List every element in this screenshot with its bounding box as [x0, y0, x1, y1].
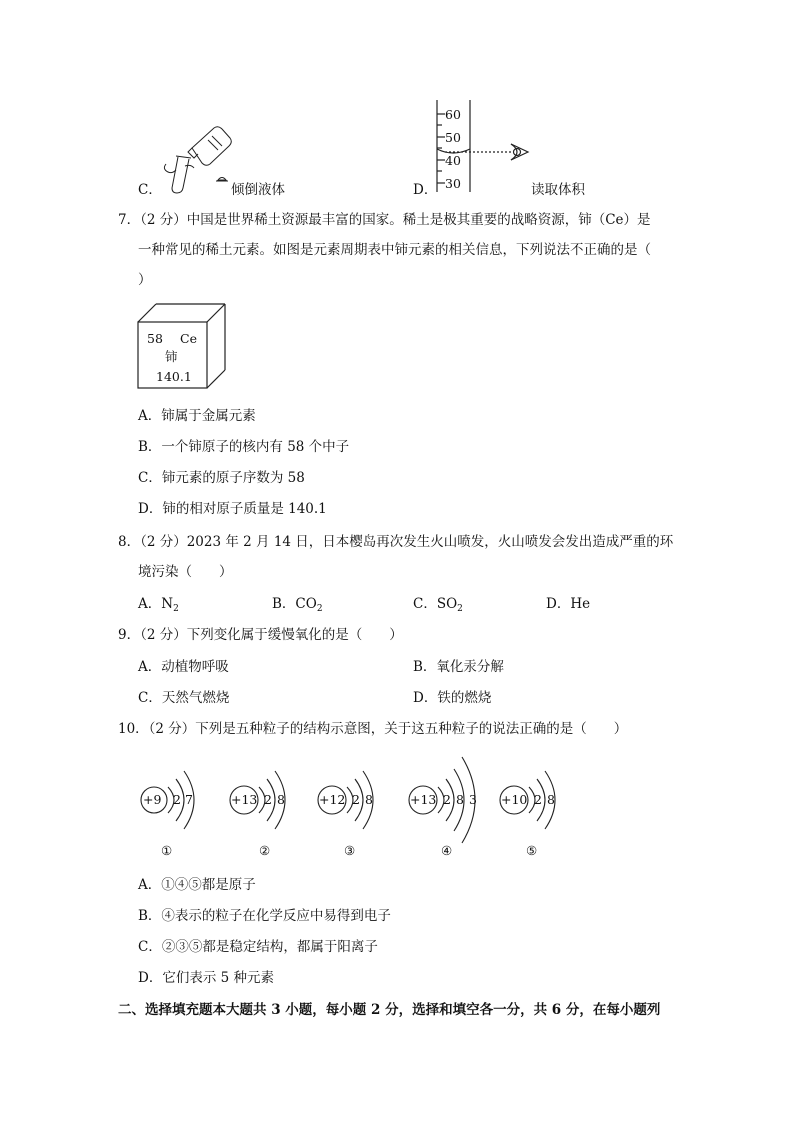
- option-d-letter: D．: [413, 182, 438, 198]
- q8-stem-line-1: 8．（2 分）2023 年 2 月 14 日，日本樱岛再次发生火山喷发，火山喷发会发出造成严重的环: [118, 534, 674, 550]
- q8-option-c-subscript: 2: [457, 604, 463, 614]
- q8-option-a-text: A．N: [138, 596, 174, 612]
- particle-1-shell-2: 7: [185, 792, 193, 807]
- q10-option-d[interactable]: D．它们表示 5 种元素: [138, 970, 274, 986]
- element-name: 铈: [165, 349, 178, 364]
- q7-option-d[interactable]: D．铈的相对原子质量是 140.1: [138, 501, 327, 517]
- q7-option-a[interactable]: A．铈属于金属元素: [138, 408, 256, 424]
- q10-option-c[interactable]: C．②③⑤都是稳定结构，都属于阳离子: [138, 939, 378, 955]
- particle-5-nucleus: +10: [501, 792, 528, 807]
- particle-4-shell-2: 8: [456, 792, 464, 807]
- particle-4-nucleus: +13: [410, 792, 437, 807]
- q7-option-b[interactable]: B．一个铈原子的核内有 58 个中子: [138, 439, 350, 455]
- particle-3-shell-1: 2: [352, 792, 360, 807]
- particle-4-shell-3: 3: [469, 792, 477, 807]
- particle-4-shell-1: 2: [443, 792, 451, 807]
- q8-option-d[interactable]: D．He: [546, 596, 591, 612]
- q10-stem: 10．（2 分）下列是五种粒子的结构示意图，关于这五种粒子的说法正确的是（ ）: [118, 721, 628, 737]
- q9-option-a[interactable]: A．动植物呼吸: [138, 659, 229, 675]
- cylinder-tick-40: 40: [445, 153, 461, 168]
- particle-5-shell-2: 8: [547, 792, 555, 807]
- q10-option-a[interactable]: A．①④⑤都是原子: [138, 877, 256, 893]
- particle-2-shell-2: 8: [277, 792, 285, 807]
- particle-2-label: ②: [259, 843, 271, 858]
- q9-option-c[interactable]: C．天然气燃烧: [138, 690, 230, 706]
- cylinder-tick-60: 60: [445, 107, 461, 122]
- particle-5-label: ⑤: [526, 843, 538, 858]
- q7-stem-line-3: ）: [138, 272, 152, 288]
- particle-1-nucleus: +9: [143, 792, 162, 807]
- q8-stem-line-2: 境污染（ ）: [138, 564, 233, 580]
- particle-3-nucleus: +12: [319, 792, 346, 807]
- section-2-heading: 二、选择填充题本大题共 3 小题，每小题 2 分，选择和填空各一分，共 6 分，在每小题列: [118, 1002, 661, 1018]
- cylinder-tick-30: 30: [445, 176, 461, 191]
- particle-2-nucleus: +13: [231, 792, 258, 807]
- q8-option-c[interactable]: [413, 592, 463, 614]
- particle-3-shell-2: 8: [365, 792, 373, 807]
- cylinder-tick-50: 50: [445, 130, 461, 145]
- particle-1-label: ①: [161, 843, 173, 858]
- element-atomic-number: 58: [147, 331, 163, 346]
- particle-2-shell-1: 2: [264, 792, 272, 807]
- q10-option-b[interactable]: B．④表示的粒子在化学反应中易得到电子: [138, 908, 391, 924]
- q8-option-b-text: B．CO: [272, 596, 317, 612]
- q8-option-b-subscript: 2: [316, 604, 323, 614]
- element-symbol: Ce: [180, 331, 197, 346]
- q9-option-d[interactable]: D．铁的燃烧: [413, 690, 492, 706]
- particle-4-label: ④: [441, 843, 453, 858]
- q8-option-b[interactable]: [272, 592, 323, 614]
- pouring-liquid-figure: [158, 122, 236, 194]
- option-c-caption: 倾倒液体: [231, 182, 285, 198]
- q7-stem-line-2: 一种常见的稀土元素。如图是元素周期表中铈元素的相关信息，下列说法不正确的是（: [138, 242, 651, 258]
- q7-option-c[interactable]: C．铈元素的原子序数为 58: [138, 470, 305, 486]
- q9-option-b[interactable]: B．氧化汞分解: [413, 659, 504, 675]
- particle-3-label: ③: [344, 843, 356, 858]
- particle-1-shell-1: 2: [173, 792, 181, 807]
- q8-option-c-text: C．SO: [413, 596, 458, 612]
- element-atomic-mass: 140.1: [156, 369, 192, 384]
- option-d-caption: 读取体积: [531, 182, 585, 198]
- option-c-letter: C．: [138, 182, 162, 198]
- q8-option-a-subscript: 2: [173, 604, 179, 614]
- q8-option-a[interactable]: [138, 592, 179, 614]
- particle-5-shell-1: 2: [534, 792, 542, 807]
- q9-stem: 9．（2 分）下列变化属于缓慢氧化的是（ ）: [118, 627, 403, 643]
- q7-stem-line-1: 7．（2 分）中国是世界稀土资源最丰富的国家。稀土是极其重要的战略资源，铈（Ce）是: [118, 212, 651, 228]
